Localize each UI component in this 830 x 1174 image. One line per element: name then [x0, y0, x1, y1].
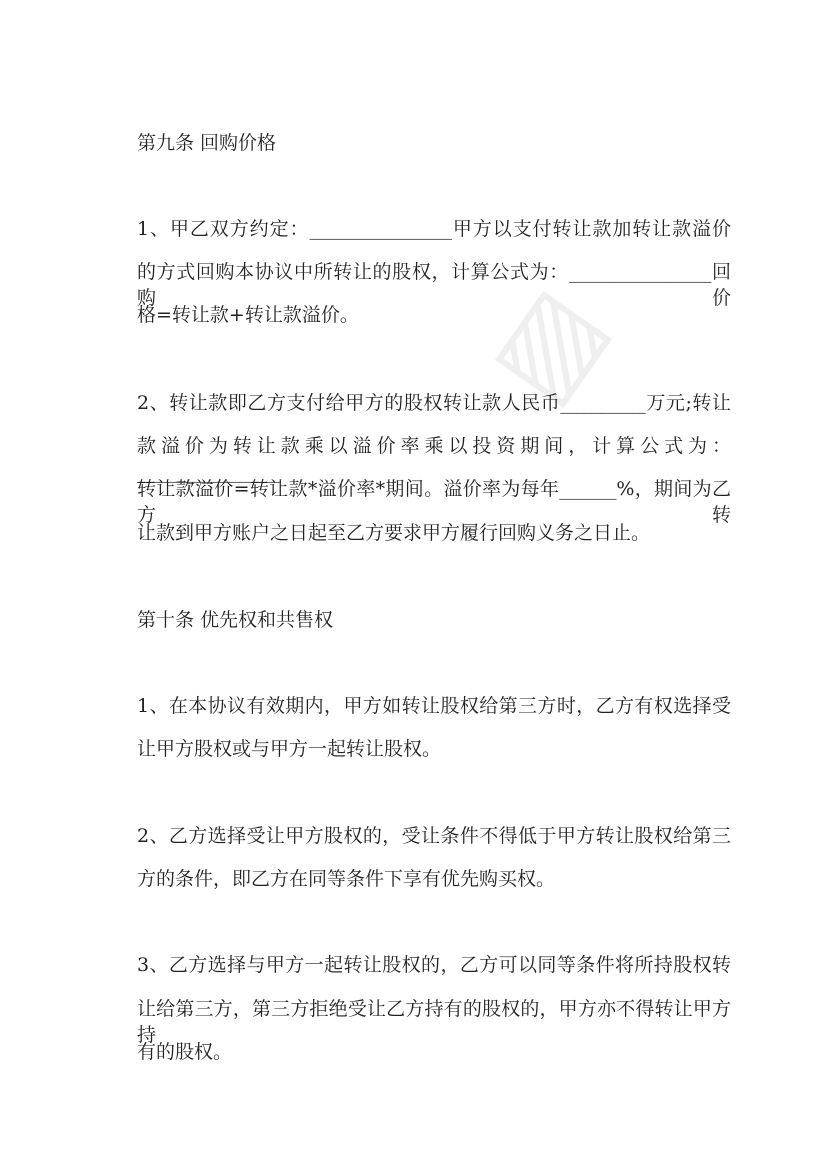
paragraph-line: 的方式回购本协议中所转让的股权，计算公式为：_______________回购价: [137, 261, 731, 309]
watermark: ▧: [479, 259, 639, 424]
paragraph-line: 有的股权。: [137, 1041, 233, 1063]
paragraph-line: 格=转让款+转让款溢价。: [137, 304, 359, 326]
paragraph-line: 方的条件，即乙方在同等条件下享有优先购买权。: [137, 868, 556, 890]
paragraph-line: 让甲方股权或与甲方一起转让股权。: [137, 738, 442, 760]
paragraph-line: 款溢价为转让款乘以溢价率乘以投资期间，计算公式为：_______________: [137, 435, 731, 483]
paragraph-line: 1、甲乙双方约定：_______________甲方以支付转让款加转让款溢价: [137, 218, 731, 240]
article-heading: 第十条 优先权和共售权: [137, 609, 334, 631]
paragraph-line: 1、在本协议有效期内，甲方如转让股权给第三方时，乙方有权选择受: [137, 695, 731, 717]
paragraph-line: 3、乙方选择与甲方一起转让股权的，乙方可以同等条件将所持股权转: [137, 954, 731, 976]
paragraph-line: 2、乙方选择受让甲方股权的，受让条件不得低于甲方转让股权给第三: [137, 825, 731, 847]
paragraph-line: 转让款溢价=转让款*溢价率*期间。溢价率为每年______%，期间为乙方转: [137, 478, 731, 526]
paragraph-line: 让给第三方，第三方拒绝受让乙方持有的股权的，甲方亦不得转让甲方持: [137, 998, 731, 1046]
paragraph-line: 让款到甲方账户之日起至乙方要求甲方履行回购义务之日止。: [137, 522, 651, 544]
paragraph-line: 2、转让款即乙方支付给甲方的股权转让款人民币_________万元;转让: [137, 392, 731, 414]
article-heading: 第九条 回购价格: [137, 132, 277, 154]
